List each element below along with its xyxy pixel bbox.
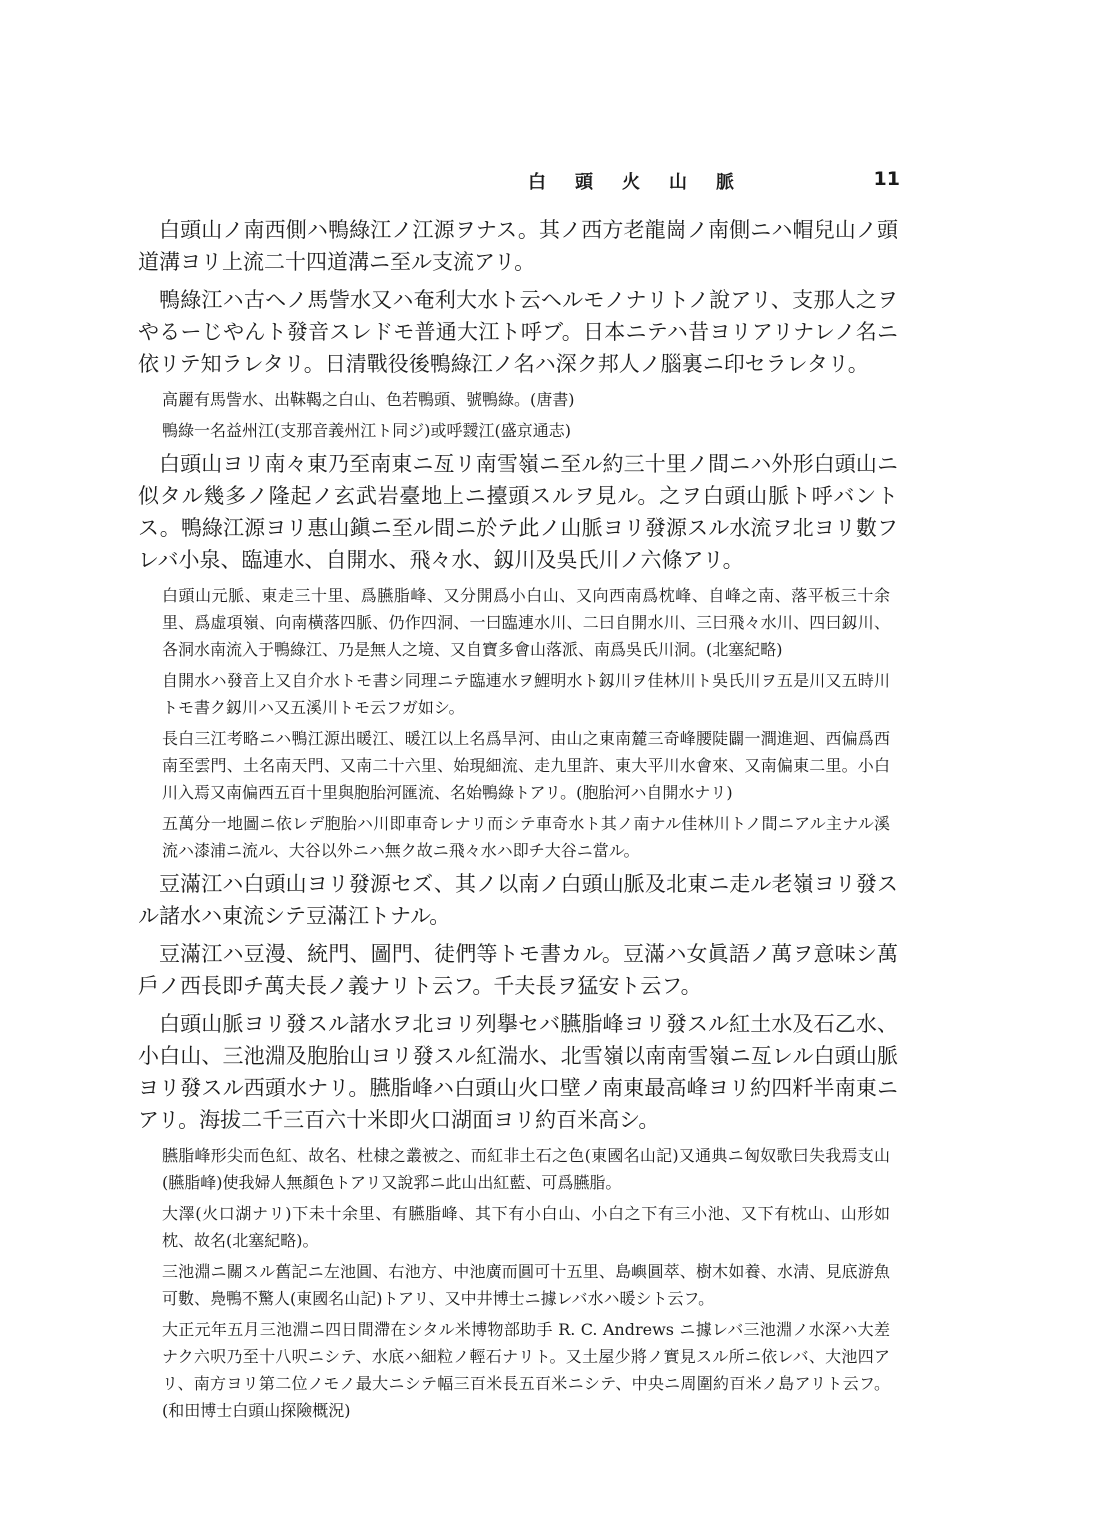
running-title-char: 山: [669, 172, 687, 193]
body-paragraph: 白頭山脈ヨリ發スル諸水ヲ北ヨリ列擧セバ臙脂峰ヨリ發スル紅土水及石乙水、小白山、三池淵及胞胎山ヨリ發スル紅湍水、北雪嶺以南南雪嶺ニ亙レル白頭山脈ヨリ發スル西頭水ナリ。臙脂峰ハ白頭山火口壁ノ南東最高峰ヨリ約四粁半南東ニアリ。海拔二千三百六十米即火口湖面ヨリ約百米高シ。: [138, 1012, 898, 1132]
citation-note: 三池淵ニ關スル舊記ニ左池圓、右池方、中池廣而圓可十五里、島嶼圓萃、樹木如養、水淸、見底游魚可數、鳧鴨不驚人(東國名山記)トアリ、又中井博士ニ據レバ水ハ暖シト云フ。: [162, 1262, 890, 1308]
body-paragraph: 白頭山ヨリ南々東乃至南東ニ亙リ南雪嶺ニ至ル約三十里ノ間ニハ外形白頭山ニ似タル幾多ノ隆起ノ玄武岩臺地上ニ擡頭スルヲ見ル。之ヲ白頭山脈ト呼バントス。鴨綠江源ヨリ惠山鎭ニ至ル間ニ於テ此ノ山脈ヨリ發源スル水流ヲ北ヨリ數フレバ小泉、臨連水、自開水、飛々水、釼川及吳氏川ノ六條アリ。: [138, 452, 898, 572]
citation-note: 長白三江考略ニハ鴨江源出暖江、暖江以上名爲旱河、由山之東南麓三奇峰腰陡闢一澗進迴、西偏爲西南至雲門、土名南天門、又南二十六里、始現細流、走九里許、東大平川水會來、又南偏東二里。小白川入焉又南偏西五百十里與胞胎河匯流、名始鴨綠トアリ。(胞胎河ハ自開水ナリ): [162, 729, 890, 802]
citation-note: 大正元年五月三池淵ニ四日間滯在シタル米博物部助手 R. C. Andrews ニ據レバ三池淵ノ水深ハ大差ナク六呎乃至十八呎ニシテ、水底ハ細粒ノ輕石ナリト。又土屋少將ノ實見スル所ニ依レバ、大池四アリ、南方ヨリ第二位ノモノ最大ニシテ幅三百米長五百米ニシテ、中央ニ周圍約百米ノ島アリト云フ。(和田博士白頭山探險概況): [162, 1320, 890, 1420]
page-header: [130, 168, 900, 198]
running-title-char: 白: [528, 172, 546, 193]
page-number: 11: [873, 168, 900, 190]
citation-note: 大澤(火口湖ナリ)下未十余里、有臙脂峰、其下有小白山、小白之下有三小池、又下有枕山、山形如枕、故名(北塞紀略)。: [162, 1204, 890, 1250]
citation-note: 白頭山元脈、東走三十里、爲臙脂峰、又分開爲小白山、又向西南爲枕峰、自峰之南、落平板三十余里、爲虛項嶺、向南橫落四脈、仍作四洞、一曰臨連水川、二曰自開水川、三曰飛々水川、四曰釼川、各洞水南流入于鴨綠江、乃是無人之境、又自寶多會山落派、南爲吳氏川洞。(北塞紀略): [162, 586, 890, 659]
page-body: [138, 214, 898, 1428]
running-title-char: 火: [622, 172, 640, 193]
body-paragraph: 白頭山ノ南西側ハ鴨綠江ノ江源ヲナス。其ノ西方老龍崗ノ南側ニハ帽兒山ノ頭道溝ヨリ上流二十四道溝ニ至ル支流アリ。: [138, 218, 898, 274]
running-title-char: 脈: [716, 172, 734, 193]
running-title-char: 頭: [575, 172, 593, 193]
body-paragraph: 豆滿江ハ豆漫、統門、圖門、徒們等トモ書カル。豆滿ハ女眞語ノ萬ヲ意味シ萬戶ノ西長即チ萬夫長ノ義ナリト云フ。千夫長ヲ猛安ト云フ。: [138, 942, 898, 998]
body-paragraph: 鴨綠江ハ古ヘノ馬訾水又ハ奄利大水ト云ヘルモノナリトノ說アリ、支那人之ヲやるーじやんト發音スレドモ普通大江ト呼ブ。日本ニテハ昔ヨリアリナレノ名ニ依リテ知ラレタリ。日清戰役後鴨綠江ノ名ハ深ク邦人ノ腦裏ニ印セラレタリ。: [138, 288, 898, 376]
citation-note: 五萬分一地圖ニ依レデ胞胎ハ川即車奇レナリ而シテ車奇水ト其ノ南ナル佳林川トノ間ニアル主ナル溪流ハ漆浦ニ流ル、大谷以外ニハ無ク故ニ飛々水ハ即チ大谷ニ當ル。: [162, 814, 890, 860]
running-title: [528, 168, 763, 194]
citation-note: 高麗有馬訾水、出靺鞨之白山、色若鴨頭、號鴨綠。(唐書): [162, 390, 575, 409]
body-paragraph: 豆滿江ハ白頭山ヨリ發源セズ、其ノ以南ノ白頭山脈及北東ニ走ル老嶺ヨリ發スル諸水ハ東流シテ豆滿江トナル。: [138, 872, 898, 928]
citation-note: 自開水ハ發音上又自介水トモ書シ同理ニテ臨連水ヲ鯉明水ト釼川ヲ佳林川ト吳氏川ヲ五是川又五時川トモ書ク釼川ハ又五溪川トモ云フガ如シ。: [162, 671, 890, 717]
citation-note: 臙脂峰形尖而色紅、故名、杜棣之叢被之、而紅非土石之色(東國名山記)又通典ニ匈奴歌曰失我焉支山(臙脂峰)使我婦人無顏色トアリ又說郛ニ此山出紅藍、可爲臙脂。: [162, 1146, 890, 1192]
citation-note: 鴨綠一名益州江(支那音義州江ト同ジ)或呼靉江(盛京通志): [162, 421, 571, 440]
